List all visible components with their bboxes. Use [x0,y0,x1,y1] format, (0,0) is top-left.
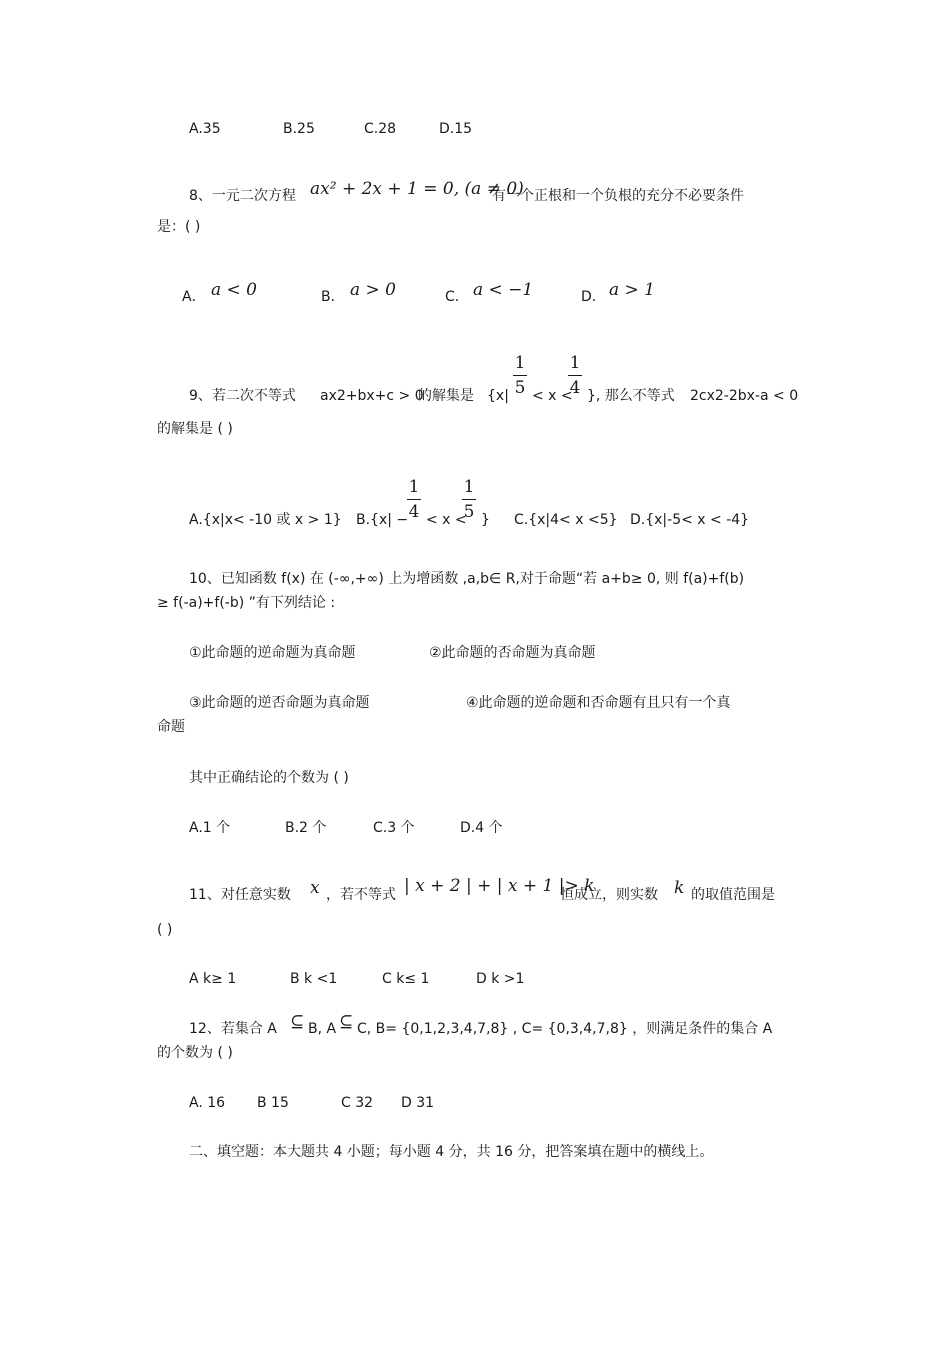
q12-subset-symbol-2: ⊆ [339,1012,354,1032]
q9-fraction-1: 1 5 [514,353,526,398]
q11-suffix: 的取值范围是 [691,887,775,903]
q9-fraction-2: 1 4 [569,353,581,398]
q12-option-b: B 15 [257,1095,289,1111]
q8-option-d-label: D． [581,289,606,305]
q11-mid: ，若不等式 [326,887,396,903]
q7-option-b: B.25 [283,121,315,137]
q12-option-a: A. 16 [189,1095,226,1111]
q12-line1-c: C, B= {0,1,2,3,4,7,8} , C= {0,3,4,7,8} ，则满足条件的集合 A [357,1021,773,1037]
q9-option-a: A.{x|x< -10 或 x > 1} [189,512,342,528]
q9-set-mid: < x < [532,388,573,404]
q8-suffix: 有一个正根和一个负根的充分不必要条件 [492,188,744,204]
q9-option-b-open: B.{x| − [356,512,409,528]
q11-option-b: B k <1 [290,971,338,987]
q9-option-b-mid: < x < [426,512,467,528]
q11-var-x: x [310,878,320,898]
q9-option-d: D.{x|-5< x < -4} [630,512,750,528]
q12-line1-a: 12、若集合 A [189,1021,277,1037]
q11-option-d: D k >1 [476,971,525,987]
q9-prefix: 9、若二次不等式 [189,388,296,404]
q8-option-c-math: a < −1 [473,280,534,300]
q10-conclusion-4-cont: 命题 [157,719,185,735]
q11-option-c: C k≤ 1 [382,971,430,987]
q7-option-d: D.15 [439,121,473,137]
q11-line2: ( ) [157,922,173,938]
q9-inequality-1: ax2+bx+c > 0 [320,388,424,404]
q9-option-b-fraction-2: 1 5 [463,477,475,522]
q8-line2: 是：( ) [157,219,201,235]
q10-ask: 其中正确结论的个数为 ( ) [189,770,349,786]
q9-option-b-close: } [481,512,490,528]
q8-option-d-math: a > 1 [609,280,656,300]
q11-mid2: 恒成立，则实数 [560,887,658,903]
q9-set-close: }, 那么不等式 [587,388,675,404]
q8-option-b-label: B． [321,289,345,305]
q10-conclusion-3: ③此命题的逆否命题为真命题 [189,695,370,711]
q11-prefix: 11、对任意实数 [189,887,291,903]
q12-option-d: D 31 [401,1095,435,1111]
q10-option-a: A.1 个 [189,820,231,836]
q9-inequality-2: 2cx2-2bx-a < 0 [690,388,799,404]
q9-line2: 的解集是 ( ) [157,421,233,437]
q8-option-b-math: a > 0 [350,280,397,300]
q9-option-b-fraction-1: 1 4 [408,477,420,522]
q7-option-a: A.35 [189,121,221,137]
q12-line1-b: B, A [308,1021,337,1037]
q10-option-d: D.4 个 [460,820,503,836]
q10-conclusion-2: ②此命题的否命题为真命题 [429,645,596,661]
q9-mid: 的解集是 [418,388,474,404]
q8-option-c-label: C． [445,289,469,305]
q8-prefix: 8、一元二次方程 [189,188,296,204]
q11-option-a: A k≥ 1 [189,971,237,987]
q10-option-b: B.2 个 [285,820,327,836]
q8-option-a-label: A． [182,289,206,305]
q12-option-c: C 32 [341,1095,374,1111]
q10-conclusion-1: ①此命题的逆命题为真命题 [189,645,356,661]
q12-line2: 的个数为 ( ) [157,1045,233,1061]
q7-option-c: C.28 [364,121,397,137]
q11-var-k: k [674,878,685,898]
q10-option-c: C.3 个 [373,820,415,836]
q10-conclusion-4: ④此命题的逆命题和否命题有且只有一个真 [466,695,731,711]
q10-line2: ≥ f(-a)+f(-b) ”有下列结论 : [157,595,336,611]
q12-subset-symbol-1: ⊆ [290,1012,305,1032]
q11-inequality: | x + 2 | + | x + 1 |> k [404,876,595,896]
q10-line1: 10、已知函数 f(x) 在 (-∞,+∞) 上为增函数 ,a,b∈ R,对于命题“若 a+b≥ 0, 则 f(a)+f(b) [189,571,745,587]
section-2-heading: 二、填空题：本大题共 4 小题；每小题 4 分，共 16 分，把答案填在题中的横线上。 [189,1144,714,1160]
q9-set-open: {x| [487,388,509,404]
q8-equation: ax² + 2x + 1 = 0, (a ≠ 0) [310,179,524,199]
q8-option-a-math: a < 0 [211,280,258,300]
q9-option-c: C.{x|4< x <5} [514,512,618,528]
